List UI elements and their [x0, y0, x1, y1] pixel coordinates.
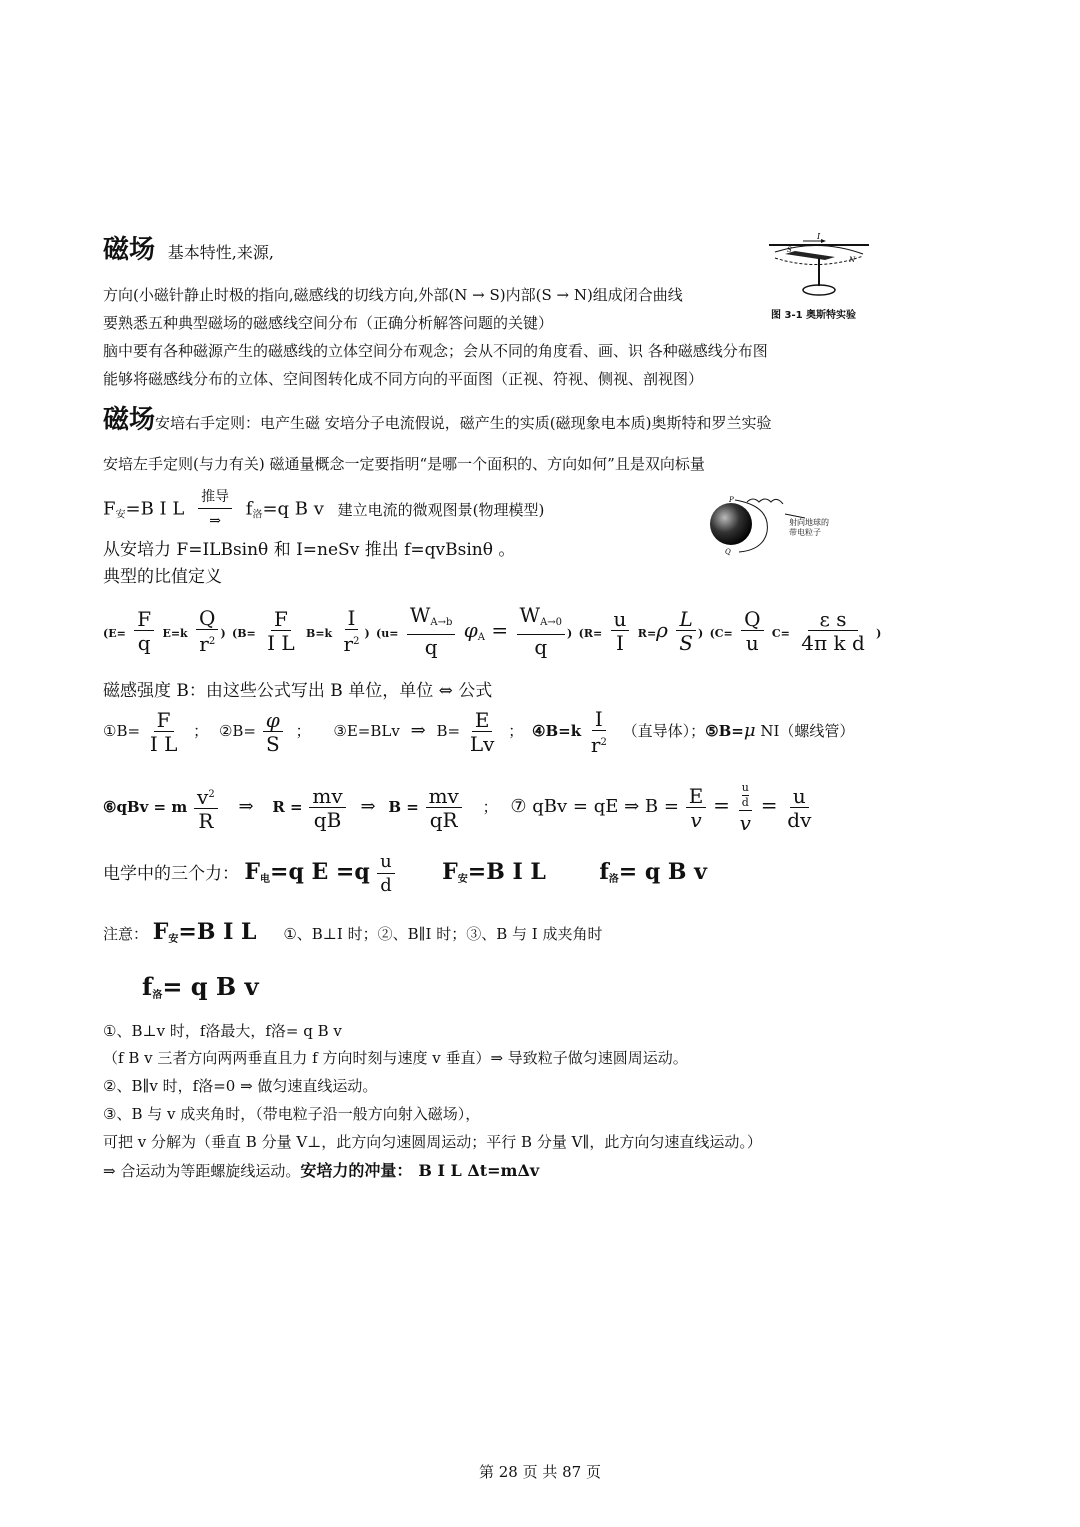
symbol-r: r	[343, 632, 354, 656]
numerator: Q	[741, 608, 763, 631]
separator: ；	[193, 722, 209, 740]
heading-title: 磁场	[103, 235, 156, 265]
lorentz-force-formula: =q B v	[262, 498, 324, 520]
fraction-w-over-q	[407, 604, 456, 659]
denominator: v	[739, 811, 751, 835]
symbol-f: f	[245, 498, 253, 520]
denominator: I L	[149, 731, 178, 756]
paragraph-line: 从安培力 F=ILBsinθ 和 I=neSv 推出 f=qvBsinθ 。	[103, 540, 516, 560]
numerator: E	[686, 785, 707, 808]
denominator	[588, 731, 610, 757]
formula-2-label: ②B=	[218, 722, 256, 740]
formula-1-label: ①B=	[103, 722, 141, 740]
fraction-f-over-il	[264, 608, 298, 655]
numerator: I	[345, 607, 359, 630]
fraction-l-over-s	[676, 608, 696, 655]
symbol-f: F	[244, 859, 261, 885]
fraction-u-over-d	[377, 851, 395, 898]
paren-open: (	[709, 627, 715, 640]
fraction-w0-over-q	[517, 604, 566, 659]
fraction-q-over-r2	[196, 607, 218, 656]
paragraph-line: 典型的比值定义	[103, 567, 222, 587]
numerator: F	[271, 608, 291, 631]
b-formulas-line	[103, 706, 854, 757]
denominator: u	[745, 631, 759, 655]
label-i: I	[817, 232, 821, 241]
symbol-f: F	[152, 919, 169, 945]
paren-close: )	[364, 627, 370, 640]
fraction-phi-over-s	[263, 709, 283, 756]
symbol-f: f	[599, 859, 609, 885]
numerator: Q	[196, 607, 218, 630]
label-u: u=	[381, 627, 399, 640]
denominator: v	[690, 807, 702, 832]
fraction-i-over-r2	[341, 607, 363, 656]
equals: =	[491, 618, 509, 642]
implies-arrow: ⇒	[360, 796, 376, 817]
exponent: 2	[208, 788, 215, 800]
label-s: S	[787, 246, 792, 254]
micro-model-note: 建立电流的微观图景(物理模型)	[337, 500, 545, 519]
symbol-v: v	[197, 784, 209, 809]
paragraph-line: ②、B∥v 时，f洛=0 ⇒ 做匀速直线运动。	[103, 1077, 378, 1095]
denominator: S	[679, 631, 693, 655]
cases-text: ①、B⊥I 时；②、B∥I 时；③、B 与 I 成夹角时	[283, 925, 603, 943]
fraction-mv-over-qr	[426, 785, 462, 832]
symbol-mu: μ	[743, 720, 756, 741]
impulse-label: 安培力的冲量：	[300, 1161, 413, 1180]
lorentz-heading	[142, 972, 259, 1011]
symbol-f: F	[103, 498, 116, 520]
symbol-w: W	[409, 603, 431, 627]
impulse-formula: B I L Δt=mΔv	[418, 1161, 540, 1180]
inner-denominator: d	[741, 796, 749, 809]
denominator: I L	[267, 631, 295, 655]
caption-line-2: 带电粒子	[789, 528, 821, 537]
fraction-v2-over-r	[194, 784, 218, 833]
derive-label: 推导	[198, 486, 232, 509]
paragraph-line: 可把 v 分解为（垂直 B 分量 V⊥，此方向匀速圆周运动；平行 B 分量 V∥，此方向匀速直线运动。）	[103, 1133, 762, 1151]
label-r: R=	[637, 627, 657, 640]
solenoid-note: NI（螺线管）	[760, 722, 855, 740]
label-e: E=	[108, 627, 126, 640]
subscript-luo: 洛	[608, 874, 619, 885]
straight-wire-note: （直导体）；	[622, 722, 706, 740]
denominator: q	[137, 631, 151, 655]
subscript-dian: 电	[260, 874, 271, 885]
formula-5-label: ⑤B=	[705, 722, 744, 740]
symbol-r: r	[590, 732, 601, 757]
equals: =	[713, 793, 730, 817]
figure-caption: 图 3-1 奥斯特实验	[771, 310, 857, 321]
fraction-q-over-u	[741, 608, 763, 655]
exponent: 2	[353, 636, 360, 647]
heading-title: 磁场	[103, 405, 156, 435]
paragraph-line: 要熟悉五种典型磁场的磁感线空间分布（正确分析解答问题的关键）	[103, 314, 554, 332]
label-c: C=	[771, 627, 790, 640]
paren-close: )	[697, 627, 704, 640]
fraction-u-over-dv	[784, 785, 814, 832]
denominator: d	[380, 875, 392, 896]
numerator: mv	[309, 785, 345, 808]
helix-motion-text: ⇒ 合运动为等距螺旋线运动。	[103, 1162, 301, 1180]
numerator: F	[134, 608, 154, 631]
subscript-luo: 洛	[152, 990, 163, 1001]
denominator: dv	[787, 807, 812, 832]
numerator	[517, 604, 566, 635]
paren-open: (	[232, 627, 238, 640]
denominator: Lv	[469, 731, 495, 756]
implies-arrow: ⇒	[238, 796, 254, 817]
b-equals: B=	[436, 722, 461, 740]
numerator: φ	[263, 709, 283, 732]
page-footer: 第 28 页 共 87 页	[478, 1463, 601, 1481]
inner-numerator: u	[741, 781, 749, 794]
paragraph-line: 安培左手定则(与力有关) 磁通量概念一定要指明“是哪一个面积的、方向如何”且是双向标量	[103, 455, 705, 473]
denominator: 4π k d	[801, 631, 865, 655]
ratio-definitions-line	[103, 604, 881, 663]
paragraph-line: ③、B 与 v 成夹角时，（带电粒子沿一般方向射入磁场），	[103, 1105, 481, 1123]
subscript-an: 安	[115, 509, 126, 521]
force-relation-line	[103, 486, 544, 533]
label-b: B=	[237, 627, 256, 640]
fraction-e-over-v	[686, 785, 707, 832]
section-heading-1	[103, 234, 274, 269]
symbol-rho: ρ	[656, 618, 668, 642]
electric-force-formula: =q E =q	[270, 859, 370, 885]
fraction-i-over-r2	[588, 708, 610, 757]
subscript-an: 安	[168, 934, 179, 945]
subscript-an: 安	[457, 874, 468, 885]
numerator	[407, 604, 456, 635]
b-equals: B =	[388, 798, 419, 816]
fraction-f-over-q	[134, 608, 154, 655]
numerator: mv	[426, 785, 462, 808]
numerator: u	[611, 608, 630, 631]
paren-close: )	[876, 627, 882, 640]
paragraph-line: ①、B⊥v 时，f洛最大，f洛= q B v	[103, 1022, 342, 1040]
caption-line-1: 射向地球的	[789, 518, 829, 527]
label-p: P	[729, 496, 734, 504]
three-forces-line	[103, 848, 707, 904]
exponent: 2	[208, 636, 216, 647]
lorentz-force-formula: = q B v	[618, 859, 707, 885]
note-label: 注意：	[103, 925, 149, 943]
formula-4-label: ④B=k	[532, 722, 582, 740]
denominator: q	[534, 635, 548, 659]
denominator: q	[424, 635, 438, 659]
symbol-r: r	[199, 632, 209, 656]
formula-6-label: ⑥qBv = m	[103, 798, 188, 816]
paren-close: )	[220, 627, 226, 640]
denominator	[196, 630, 218, 656]
subscript: A→b	[430, 617, 453, 628]
derive-arrow-symbol: ⇒	[209, 513, 221, 529]
b-units-line: 磁感强度 B：由这些公式写出 B 单位，单位 ⇔ 公式	[103, 681, 493, 701]
heading-text: 安培右手定则：电产生磁 安培分子电流假说，磁产生的实质(磁现象电本质)奥斯特和罗兰实验	[155, 414, 772, 432]
exponent: 2	[600, 736, 607, 748]
label-bk: B=k	[306, 627, 333, 640]
numerator: u	[790, 785, 809, 808]
paragraph-line: 能够将磁感线分布的立体、空间图转化成不同方向的平面图（正视、符视、侧视、剖视图）	[103, 370, 704, 388]
symbol-w: W	[519, 603, 541, 627]
numerator	[194, 784, 218, 809]
earth-particle-figure	[705, 492, 845, 556]
label-q: Q	[725, 548, 731, 556]
lorentz-force-formula: = q B v	[162, 972, 259, 1001]
circular-motion-line	[103, 776, 816, 836]
formula-7: ⑦ qBv = qE ⇒ B =	[510, 796, 679, 817]
denominator: S	[265, 731, 280, 756]
symbol-phi: φ	[463, 618, 478, 642]
label-r: R=	[583, 627, 603, 640]
paragraph-line: （f B v 三者方向两两垂直且力 f 方向时刻与速度 v 垂直）⇒ 导致粒子做匀速圆周运动。	[103, 1049, 688, 1067]
label-ek: E=k	[162, 627, 188, 640]
derive-arrow	[198, 486, 232, 533]
denominator: I	[616, 631, 624, 655]
paragraph-line: 方向(小磁针静止时极的指向,磁感线的切线方向,外部(N → S)内部(S → N)组成闭合曲线	[103, 286, 683, 304]
separator: ；	[508, 722, 524, 740]
heading-subtitle: 基本特性,来源,	[167, 243, 274, 262]
symbol-f: f	[142, 972, 153, 1001]
fraction-f-over-il	[147, 709, 181, 756]
r-equals: R =	[272, 798, 303, 816]
equals: =	[760, 793, 778, 817]
figure-caption	[789, 518, 829, 538]
implies-arrow: ⇒	[410, 720, 426, 741]
fraction-u-over-d-over-v	[737, 781, 754, 835]
denominator: R	[198, 808, 214, 833]
note-line	[103, 918, 602, 954]
subscript: A	[477, 632, 486, 643]
denominator: qR	[429, 807, 458, 832]
numerator: u	[377, 851, 395, 874]
paren-open: (	[376, 627, 382, 640]
numerator: L	[676, 608, 695, 631]
separator: ；	[295, 722, 311, 740]
fraction-mv-over-qb	[309, 785, 345, 832]
fraction-eps-s-over-4pikd	[798, 608, 868, 655]
symbol-f: F	[442, 859, 458, 885]
paren-close: )	[567, 627, 573, 640]
last-line	[103, 1160, 539, 1182]
formula-3-label: ③E=BLv	[333, 722, 400, 740]
subscript: A→0	[540, 617, 563, 628]
paragraph-line: 脑中要有各种磁源产生的磁感线的立体空间分布观念；会从不同的角度看、画、识 各种磁感线分布图	[103, 342, 768, 360]
ampere-force-formula: =B I L	[467, 859, 546, 885]
section-heading-2	[103, 403, 772, 440]
label-n: N	[849, 256, 856, 264]
denominator	[341, 630, 363, 656]
separator: ；	[482, 798, 498, 816]
label-c: C=	[714, 627, 733, 640]
numerator: E	[472, 709, 493, 732]
three-forces-label: 电学中的三个力：	[103, 864, 239, 884]
numerator	[739, 781, 752, 811]
ampere-force-formula: =B I L	[178, 919, 257, 945]
numerator: I	[592, 708, 606, 731]
oersted-figure-drawing	[765, 232, 873, 304]
paren-open: (	[103, 627, 109, 640]
paren-open: (	[578, 627, 584, 640]
fraction-e-over-lv	[467, 709, 498, 756]
fraction-u-over-i	[611, 608, 630, 655]
oersted-experiment-figure	[765, 232, 873, 322]
denominator: qB	[313, 807, 342, 832]
subscript-luo: 洛	[252, 509, 263, 521]
numerator: ε s	[808, 608, 859, 631]
ampere-force-formula: =B I L	[125, 498, 185, 520]
numerator: F	[154, 709, 174, 732]
